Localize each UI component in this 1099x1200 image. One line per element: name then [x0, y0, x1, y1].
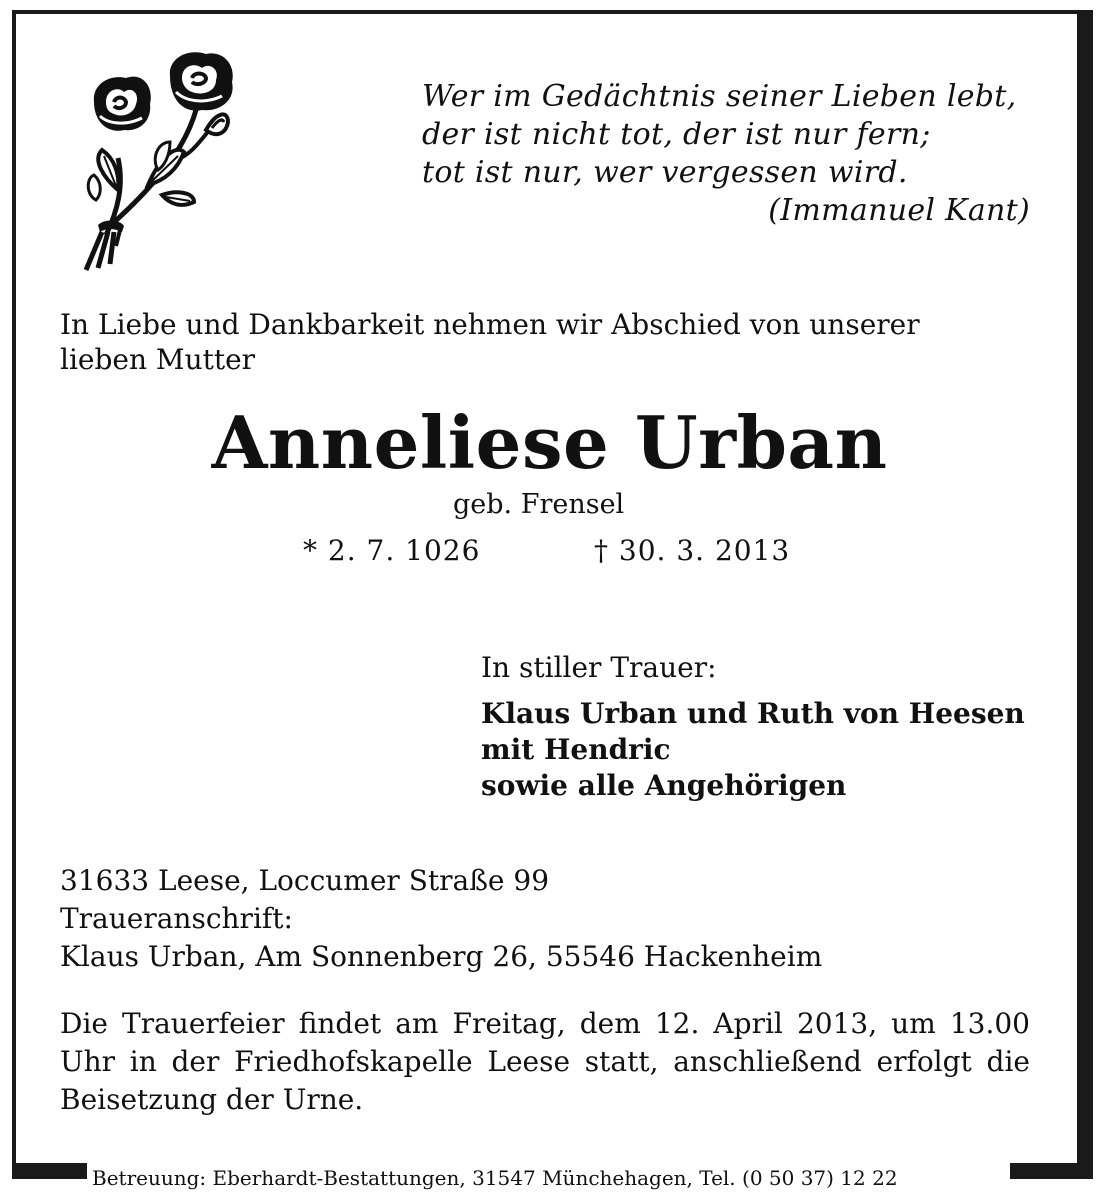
intro-line-2: lieben Mutter	[60, 343, 256, 376]
ceremony-notice: Die Trauerfeier findet am Freitag, dem 12. April 2013, um 13.00 Uhr in der Friedhofskapelle Leese statt, anschließend erfolgt die Beisetzung der Urne.	[60, 1007, 1030, 1116]
epigraph-quote	[422, 78, 1032, 230]
roses-icon	[66, 50, 256, 275]
condolence-address: Klaus Urban, Am Sonnenberg 26, 55546 Hackenheim	[60, 940, 823, 973]
intro-line-1: In Liebe und Dankbarkeit nehmen wir Abschied von unserer	[60, 308, 920, 341]
footer-bar-right	[1010, 1163, 1093, 1179]
quote-line-2: der ist nicht tot, der ist nur fern;	[422, 117, 931, 152]
mourner-line: sowie alle Angehörigen	[481, 769, 847, 802]
mourner-line: mit Hendric	[481, 733, 671, 766]
birth-name: geb. Frensel	[453, 489, 625, 520]
death-date: † 30. 3. 2013	[594, 534, 791, 567]
footer-bar-left	[12, 1163, 87, 1179]
address-block	[60, 862, 1040, 976]
mourners-list	[481, 696, 1041, 804]
farewell-intro	[60, 307, 1035, 377]
birth-date: * 2. 7. 1026	[303, 534, 481, 567]
quote-line-1: Wer im Gedächtnis seiner Lieben lebt,	[422, 79, 1017, 114]
funeral-home-credit: Betreuung: Eberhardt-Bestattungen, 31547 Münchehagen, Tel. (0 50 37) 12 22	[92, 1166, 898, 1190]
mourners-label: In stiller Trauer:	[481, 651, 717, 684]
mourner-line: Klaus Urban und Ruth von Heesen	[481, 697, 1025, 730]
quote-line-3: tot ist nur, wer vergessen wird.	[422, 155, 908, 190]
quote-author: (Immanuel Kant)	[768, 193, 1030, 228]
condolence-address-label: Traueranschrift:	[60, 902, 293, 935]
deceased-name: Anneliese Urban	[211, 400, 888, 485]
residence-address: 31633 Leese, Loccumer Straße 99	[60, 864, 550, 897]
